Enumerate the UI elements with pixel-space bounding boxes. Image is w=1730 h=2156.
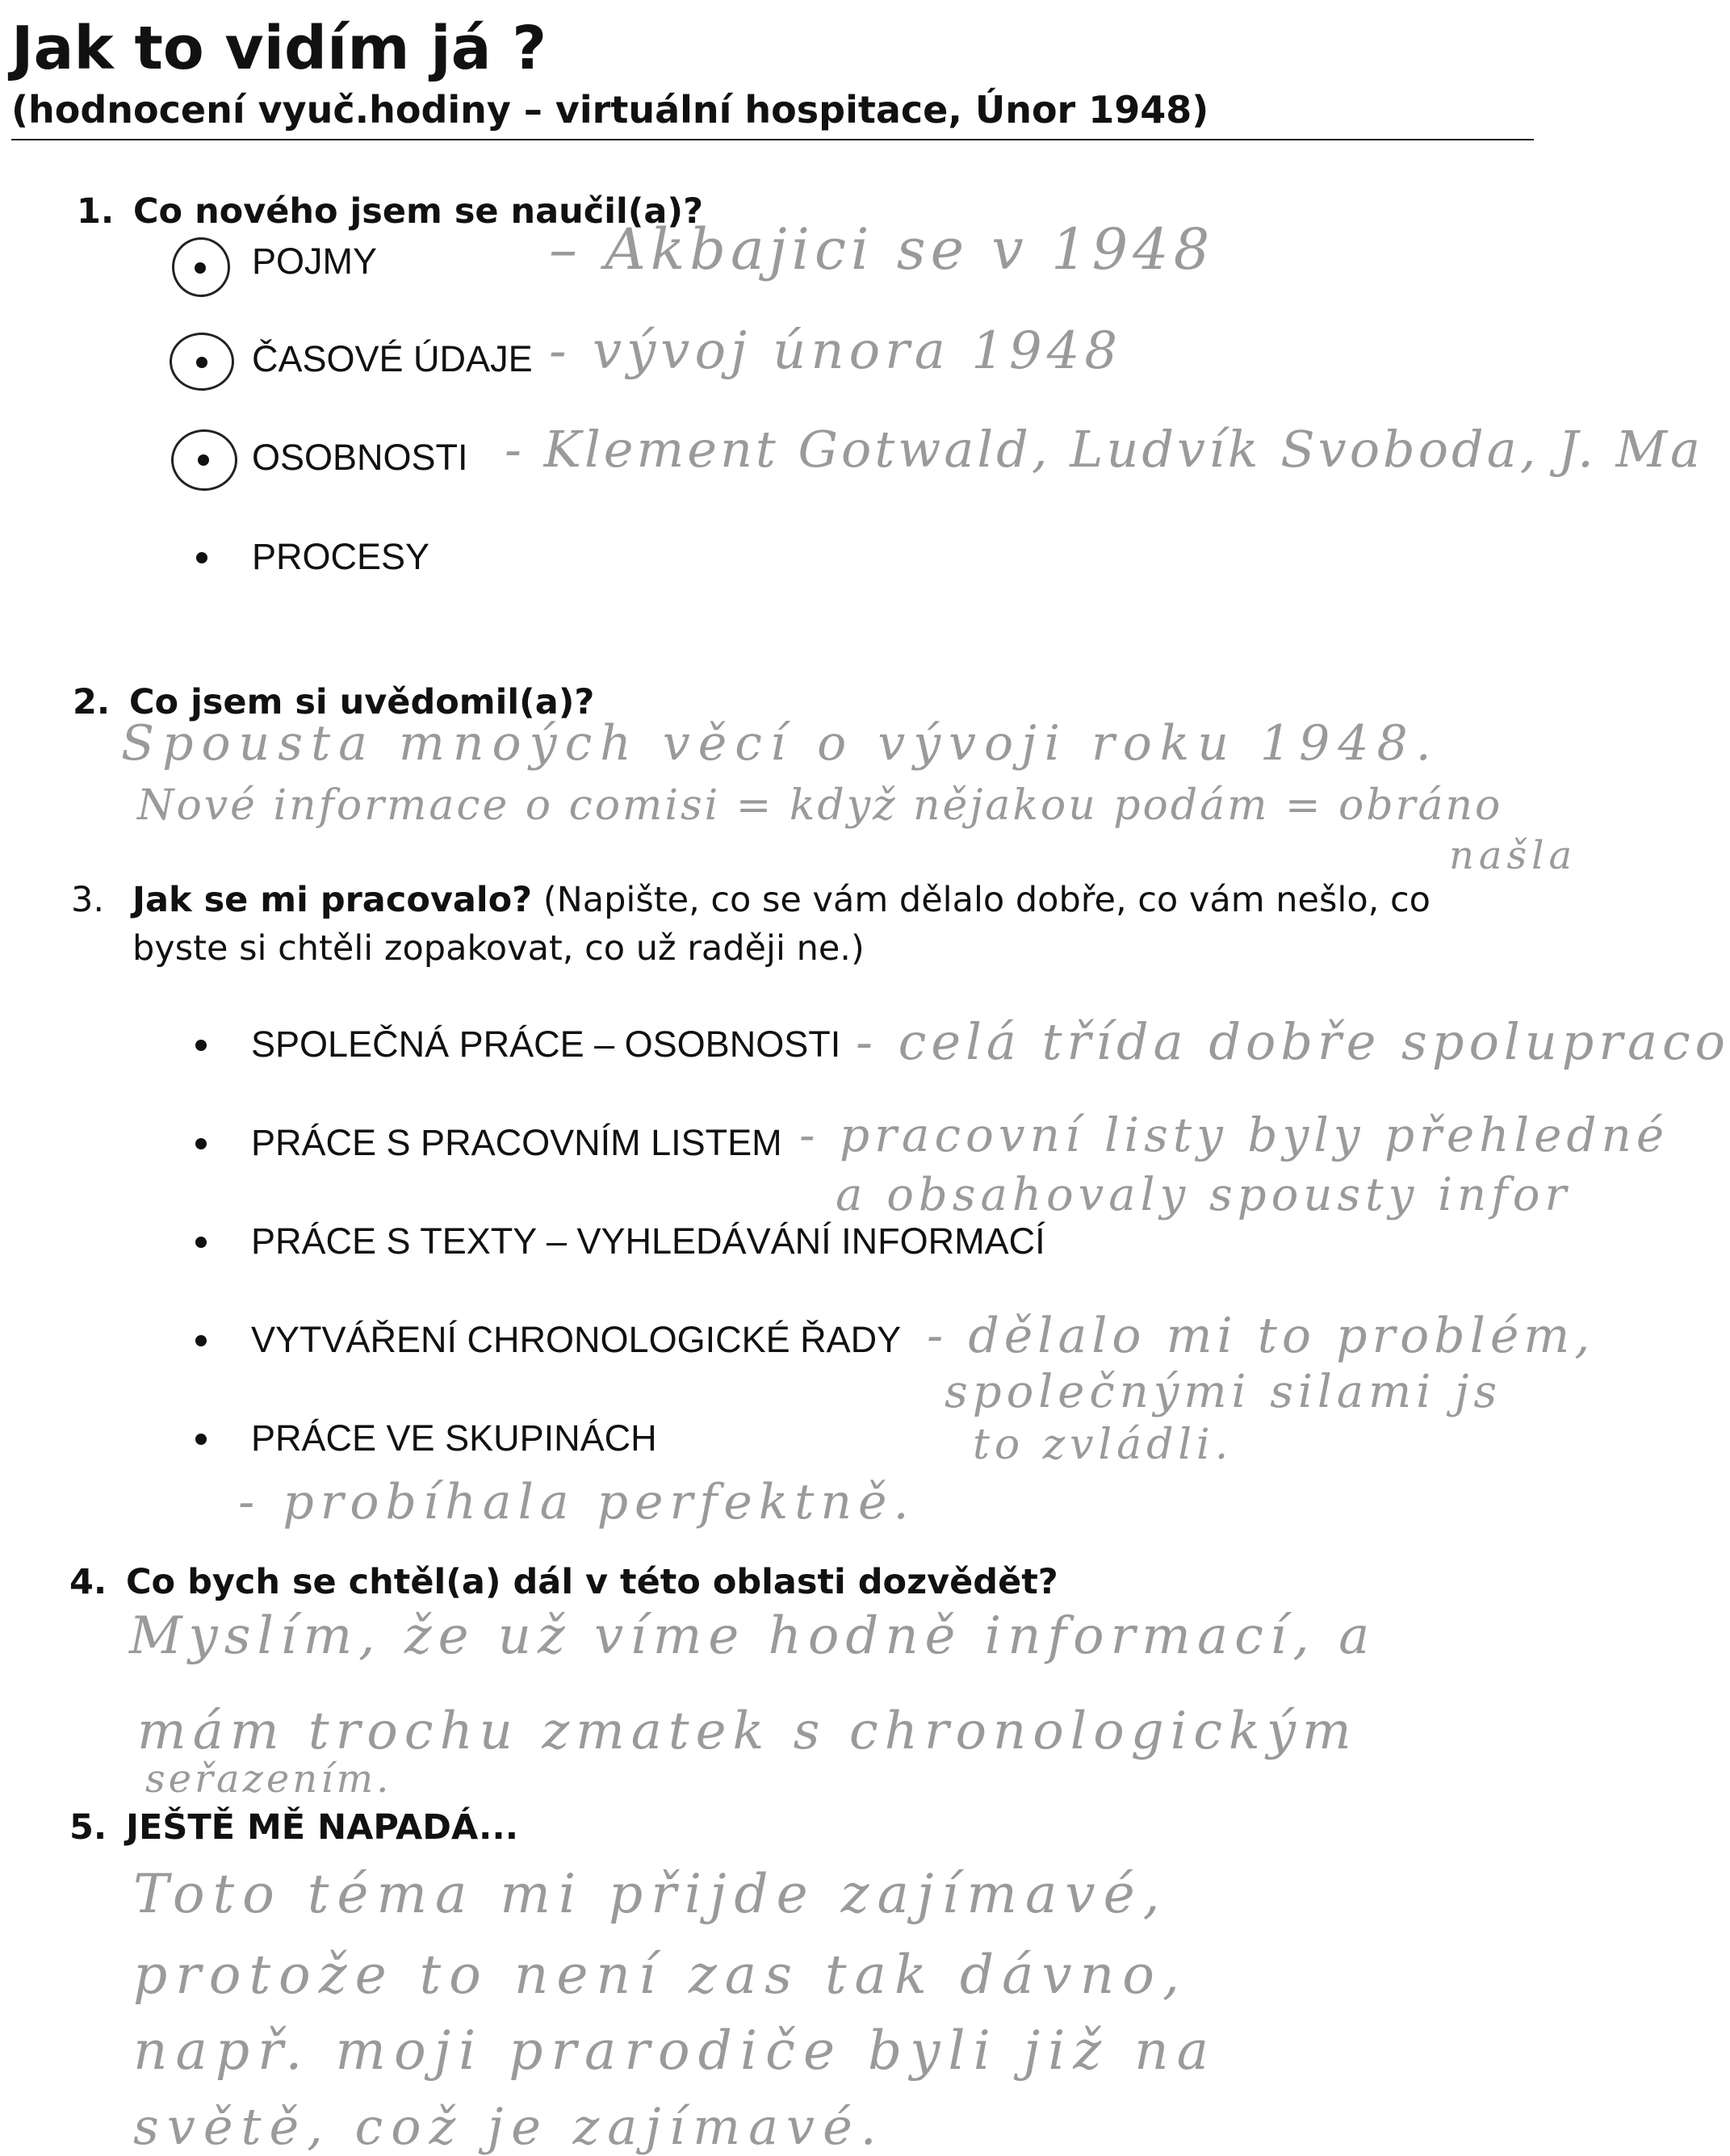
question-2-number: 2. bbox=[73, 682, 111, 722]
bullet-prace-s-listem bbox=[195, 1138, 207, 1149]
question-3-number: 3. bbox=[71, 880, 105, 920]
bullet-prace-s-texty bbox=[195, 1237, 207, 1248]
item-osobnosti: OSOBNOSTI bbox=[252, 437, 468, 478]
question-3-heading bbox=[71, 876, 1524, 973]
answer-osobnosti: - Klement Gotwald, Ludvík Svoboda, J. Ma bbox=[505, 420, 1704, 479]
item-casove-udaje: ČASOVÉ ÚDAJE bbox=[252, 338, 533, 379]
answer-5-line-4: světě, což je zajímavé. bbox=[133, 2097, 885, 2156]
answer-casove-udaje: - vývoj února 1948 bbox=[549, 321, 1123, 381]
answer-spolecna-prace: - celá třída dobře spolupraco bbox=[856, 1012, 1730, 1071]
item-prace-ve-skupinach: PRÁCE VE SKUPINÁCH bbox=[251, 1417, 657, 1459]
answer-4-line-1: Myslím, že už víme hodně informací, a bbox=[129, 1606, 1376, 1666]
question-3-text: Jak se mi pracovalo? bbox=[132, 880, 533, 920]
item-prace-s-texty: PRÁCE S TEXTY – VYHLEDÁVÁNÍ INFORMACÍ bbox=[251, 1220, 1045, 1262]
question-5-heading bbox=[69, 1806, 518, 1848]
item-spolecna-prace: SPOLEČNÁ PRÁCE – OSOBNOSTI bbox=[251, 1024, 841, 1065]
question-4-number: 4. bbox=[69, 1562, 107, 1602]
answer-pojmy: – Akbajici se v 1948 bbox=[549, 216, 1215, 283]
answer-prace-ve-skupinach: - probíhala perfektně. bbox=[238, 1474, 915, 1530]
answer-4-line-2: mám trochu zmatek s chronologickým bbox=[137, 1702, 1358, 1761]
question-1-text: Co nového jsem se naučil(a)? bbox=[133, 191, 704, 232]
question-2-text: Co jsem si uvědomil(a)? bbox=[129, 682, 595, 722]
header-divider bbox=[11, 139, 1534, 140]
answer-2-line-1: Spousta mnoých věcí o vývoji roku 1948. bbox=[121, 715, 1439, 772]
question-5-number: 5. bbox=[69, 1807, 107, 1848]
answer-5-line-1: Toto téma mi přijde zajímavé, bbox=[133, 1863, 1168, 1925]
page-title: Jak to vidím já ? bbox=[11, 14, 547, 83]
answer-4-line-3: seřazením. bbox=[145, 1756, 392, 1802]
item-pojmy: POJMY bbox=[252, 241, 378, 282]
bullet-casove-udaje bbox=[196, 357, 207, 368]
item-chronologicke-rady: VYTVÁŘENÍ CHRONOLOGICKÉ ŘADY bbox=[251, 1319, 902, 1360]
answer-chronologicke-rady: - dělalo mi to problém, bbox=[927, 1308, 1595, 1364]
item-prace-s-listem: PRÁCE S PRACOVNÍM LISTEM bbox=[251, 1122, 782, 1163]
bullet-pojmy bbox=[195, 262, 206, 274]
answer-prace-s-listem: - pracovní listy byly přehledné bbox=[799, 1107, 1669, 1162]
question-4-heading bbox=[69, 1561, 1058, 1603]
question-4-text: Co bych se chtěl(a) dál v této oblasti dozvědět? bbox=[126, 1562, 1058, 1602]
answer-prace-s-texty: a obsahovaly spousty infor bbox=[836, 1169, 1572, 1221]
bullet-chronologicke-rady bbox=[195, 1335, 207, 1346]
answer-chronologicke-rady-3: to zvládli. bbox=[973, 1421, 1234, 1469]
answer-5-line-3: např. moji prarodiče byli již na bbox=[133, 2020, 1217, 2082]
answer-5-line-2: protože to není zas tak dávno, bbox=[133, 1944, 1188, 2006]
question-3-instruction: (Napište, co se vám dělalo dobře, co vám nešlo, co byste si chtěli zopakovat, co už raději ne.) bbox=[132, 880, 1430, 969]
page-subtitle: (hodnocení vyuč.hodiny – virtuální hospitace, Únor 1948) bbox=[11, 88, 1209, 132]
question-5-text: JEŠTĚ MĚ NAPADÁ... bbox=[126, 1807, 519, 1848]
bullet-spolecna-prace bbox=[195, 1040, 207, 1051]
question-1-number: 1. bbox=[77, 191, 115, 232]
answer-2-line-3: našla bbox=[1449, 833, 1577, 878]
answer-2-line-2: Nové informace o comisi = když nějakou podám = obráno bbox=[137, 781, 1503, 830]
bullet-osobnosti bbox=[198, 454, 209, 466]
bullet-procesy bbox=[196, 552, 207, 563]
item-procesy: PROCESY bbox=[252, 536, 430, 577]
bullet-prace-ve-skupinach bbox=[195, 1434, 207, 1445]
answer-chronologicke-rady-2: společnými silami js bbox=[945, 1366, 1502, 1418]
